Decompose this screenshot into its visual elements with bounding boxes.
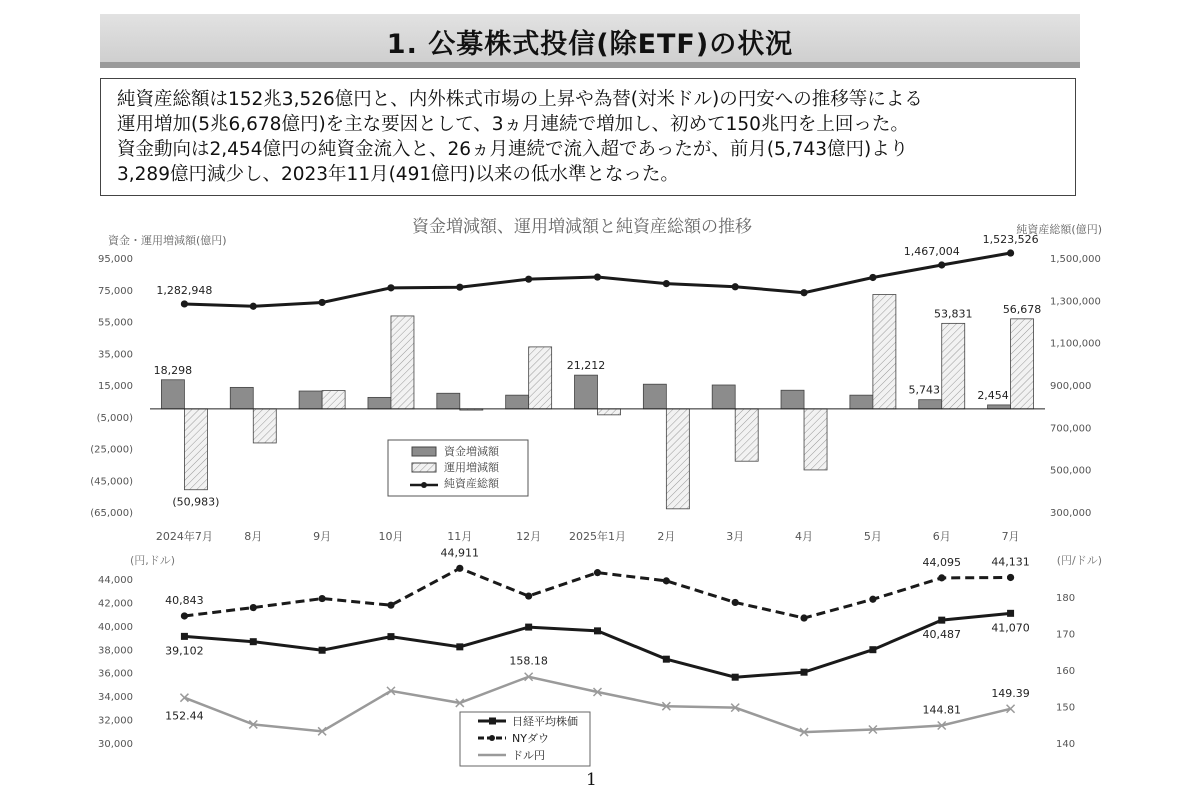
- chart1-bar-operation: [253, 409, 276, 443]
- chart2-usdjpy-line: [184, 677, 1010, 732]
- chart2-nikkei-point: [250, 638, 257, 645]
- summary-line: 純資産総額は152兆3,526億円と、内外株式市場の上昇や為替(対米ドル)の円安への推移等による: [117, 89, 923, 110]
- chart2-nydow-point: [938, 574, 945, 581]
- chart1-bar-operation: [735, 409, 758, 461]
- chart1-net-asset-point: [525, 276, 532, 283]
- chart2-legend-marker-nydow: [489, 735, 495, 741]
- chart2-nikkei-point: [319, 647, 326, 654]
- chart2-nydow-point: [869, 596, 876, 603]
- chart1-ytick: 75,000: [98, 285, 133, 297]
- chart2-data-label: 149.39: [991, 686, 1030, 700]
- chart1-bar-operation: [184, 409, 207, 490]
- chart1-net-asset-point: [800, 289, 807, 296]
- chart1-xtick: 2024年7月: [155, 530, 213, 543]
- chart1-net-asset-point: [594, 273, 601, 280]
- chart1-data-label: 21,212: [566, 359, 606, 373]
- chart1-bar-fund: [299, 391, 322, 409]
- chart2-y2tick: 180: [1056, 593, 1076, 605]
- chart1-bar-fund: [988, 405, 1011, 409]
- chart2-data-label: 158.18: [509, 654, 548, 668]
- chart1-net-asset-point: [319, 299, 326, 306]
- chart2-nydow-point: [525, 592, 532, 599]
- chart1-xtick: 6月: [932, 530, 951, 543]
- chart2-nikkei-line: [184, 613, 1010, 677]
- chart1-bar-operation: [873, 295, 896, 409]
- chart1-data-label: 56,678: [1002, 302, 1042, 316]
- page-title: 1. 公募株式投信(除ETF)の状況: [386, 29, 794, 60]
- chart1-ytick: 55,000: [98, 317, 133, 329]
- chart2-nydow-point: [456, 565, 463, 572]
- chart1-net-asset-point: [732, 283, 739, 290]
- chart1-y2tick: 700,000: [1050, 423, 1092, 435]
- chart1-bar-fund: [712, 385, 735, 409]
- chart1-bar-fund: [506, 395, 529, 409]
- chart1-legend-label: 資金増減額: [444, 445, 499, 458]
- chart1-bar-operation: [942, 323, 965, 408]
- chart1-bar-fund: [437, 393, 460, 409]
- chart1-xtick: 11月: [447, 530, 473, 543]
- chart2-nikkei-point: [594, 627, 601, 634]
- chart1-net-asset-point: [250, 303, 257, 310]
- chart1-ytick: 35,000: [98, 349, 133, 361]
- chart1-bar-operation: [391, 316, 414, 409]
- chart1-legend-label: 純資産総額: [444, 477, 499, 490]
- chart1-legend-marker: [421, 482, 427, 488]
- chart1-xtick: 8月: [244, 530, 263, 543]
- chart1-data-label: 2,454: [977, 388, 1009, 402]
- chart2-legend-marker-nikkei: [489, 718, 496, 725]
- chart1-ytick: (5,000): [96, 412, 133, 424]
- chart2-nydow-point: [319, 595, 326, 602]
- chart1-ylabel: 資金・運用増減額(億円): [108, 234, 227, 247]
- chart2-nikkei-point: [456, 643, 463, 650]
- chart2-nikkei-point: [387, 633, 394, 640]
- chart1-y2tick: 1,100,000: [1050, 338, 1101, 350]
- chart1-data-label: (50,983): [172, 495, 220, 509]
- chart1-xtick: 4月: [795, 530, 814, 543]
- chart1-legend-swatch-operation: [412, 463, 436, 472]
- chart2-nikkei-point: [1007, 610, 1014, 617]
- chart1-bar-operation: [598, 409, 621, 415]
- chart1-net-asset-point: [938, 261, 945, 268]
- chart2-nikkei-point: [181, 633, 188, 640]
- chart1-xtick: 7月: [1001, 530, 1020, 543]
- chart1-bar-fund: [643, 384, 666, 409]
- chart1-bar-fund: [368, 397, 391, 408]
- chart2-legend-label: ドル円: [512, 749, 545, 762]
- chart1-bar-operation: [322, 391, 345, 409]
- page-number: 1: [586, 770, 597, 790]
- chart1-bar-operation: [666, 409, 689, 509]
- chart2-ytick: 38,000: [98, 645, 133, 657]
- chart1-ytick: (45,000): [90, 476, 133, 488]
- chart1-xtick: 10月: [378, 530, 404, 543]
- chart1-data-label: 1,523,526: [982, 233, 1039, 247]
- chart1-data-label: 1,282,948: [156, 283, 213, 297]
- chart1-y2tick: 500,000: [1050, 465, 1092, 477]
- chart2-nikkei-point: [938, 617, 945, 624]
- chart1-net-asset-point: [387, 284, 394, 291]
- chart2-y2tick: 150: [1056, 702, 1076, 714]
- chart2-data-label: 40,487: [922, 628, 961, 642]
- chart1-ytick: (65,000): [90, 508, 133, 519]
- chart1-data-label: 53,831: [933, 307, 973, 321]
- chart2-data-label: 44,131: [991, 555, 1030, 569]
- chart2-nikkei-point: [801, 669, 808, 676]
- chart2-nikkei-point: [732, 674, 739, 681]
- chart1-bar-fund: [575, 375, 598, 409]
- chart1-bar-fund: [230, 387, 253, 408]
- chart1-y2tick: 1,300,000: [1050, 296, 1101, 308]
- chart1-title: 資金増減額、運用増減額と純資産総額の推移: [412, 217, 752, 237]
- chart2-nydow-point: [387, 602, 394, 609]
- chart1-xtick: 9月: [313, 530, 332, 543]
- chart1-data-label: 1,467,004: [903, 244, 960, 258]
- chart2-plot: [98, 546, 1075, 766]
- chart2-ytick: 42,000: [98, 598, 133, 610]
- summary-line: 資金動向は2,454億円の純資金流入と、26ヵ月連続で流入超であったが、前月(5,743億円)より: [117, 139, 909, 160]
- chart2-nikkei-point: [525, 624, 532, 631]
- chart1-plot: [90, 233, 1101, 543]
- chart1-bar-fund: [850, 395, 873, 409]
- chart1-y2tick: 1,500,000: [1050, 254, 1101, 265]
- chart1-ytick: 95,000: [98, 254, 133, 265]
- chart1-xtick: 3月: [726, 530, 745, 543]
- chart1-net-asset-point: [181, 300, 188, 307]
- chart1-y2tick: 300,000: [1050, 508, 1092, 519]
- chart2-y2tick: 140: [1056, 739, 1076, 750]
- chart1-bar-operation: [804, 409, 827, 470]
- chart2-legend-label: 日経平均株価: [512, 715, 578, 728]
- chart1-net-asset-point: [1007, 249, 1014, 256]
- chart2-data-label: 152.44: [165, 709, 204, 723]
- chart2-ylabel: (円,ドル): [130, 554, 176, 567]
- summary-line: 3,289億円減少し、2023年11月(491億円)以来の低水準となった。: [117, 164, 679, 185]
- chart1-legend-swatch-fund: [412, 447, 436, 456]
- chart1-xtick: 2月: [657, 530, 676, 543]
- chart2-data-label: 39,102: [165, 644, 204, 658]
- chart1-net-asset-point: [456, 284, 463, 291]
- chart2-ytick: 40,000: [98, 621, 133, 633]
- chart2-data-label: 44,095: [922, 555, 961, 569]
- chart1-ytick: (25,000): [90, 444, 133, 456]
- chart1-xtick: 5月: [863, 530, 882, 543]
- chart1-net-asset-point: [869, 274, 876, 281]
- chart1-legend-label: 運用増減額: [444, 461, 499, 474]
- chart2-nydow-point: [594, 569, 601, 576]
- chart2-ytick: 32,000: [98, 715, 133, 727]
- chart1-data-label: 18,298: [153, 363, 193, 377]
- chart2-data-label: 41,070: [991, 621, 1030, 635]
- chart1-y2tick: 900,000: [1050, 381, 1092, 392]
- chart2-legend-label: NYダウ: [512, 732, 549, 745]
- chart1-data-label: 5,743: [908, 383, 940, 397]
- chart2-ytick: 44,000: [98, 575, 133, 586]
- chart2-data-label: 144.81: [922, 703, 961, 717]
- chart2-data-label: 44,911: [440, 546, 480, 560]
- chart2-nydow-point: [1007, 574, 1014, 581]
- chart2-y2tick: 160: [1056, 666, 1076, 678]
- chart1-bar-operation: [1011, 319, 1034, 409]
- summary-line: 運用増加(5兆6,678億円)を主な要因として、3ヵ月連続で増加し、初めて150兆円を上回った。: [117, 114, 909, 135]
- chart1-bar-fund: [161, 380, 184, 409]
- chart1-xtick: 2025年1月: [569, 530, 626, 543]
- chart2-ytick: 30,000: [98, 739, 133, 750]
- chart2-ytick: 34,000: [98, 692, 133, 704]
- chart2-nydow-point: [181, 612, 188, 619]
- chart2-nydow-point: [250, 604, 257, 611]
- chart1-y2label: 純資産総額(億円): [1016, 223, 1102, 236]
- chart2-nydow-point: [800, 614, 807, 621]
- chart2-nydow-point: [663, 577, 670, 584]
- chart2-y2label: (円/ドル): [1056, 554, 1102, 567]
- chart1-ytick: 15,000: [98, 381, 133, 392]
- chart2-nydow-point: [732, 599, 739, 606]
- chart1-bar-fund: [781, 390, 804, 409]
- chart1-bar-operation: [529, 347, 552, 409]
- chart1-bar-fund: [919, 400, 942, 409]
- chart2-y2tick: 170: [1056, 629, 1076, 641]
- chart1-net-asset-point: [663, 280, 670, 287]
- chart2-data-label: 40,843: [165, 593, 204, 607]
- chart2-nikkei-point: [663, 656, 670, 663]
- chart2-nikkei-point: [869, 646, 876, 653]
- chart1-xtick: 12月: [516, 530, 542, 543]
- chart2-ytick: 36,000: [98, 668, 133, 680]
